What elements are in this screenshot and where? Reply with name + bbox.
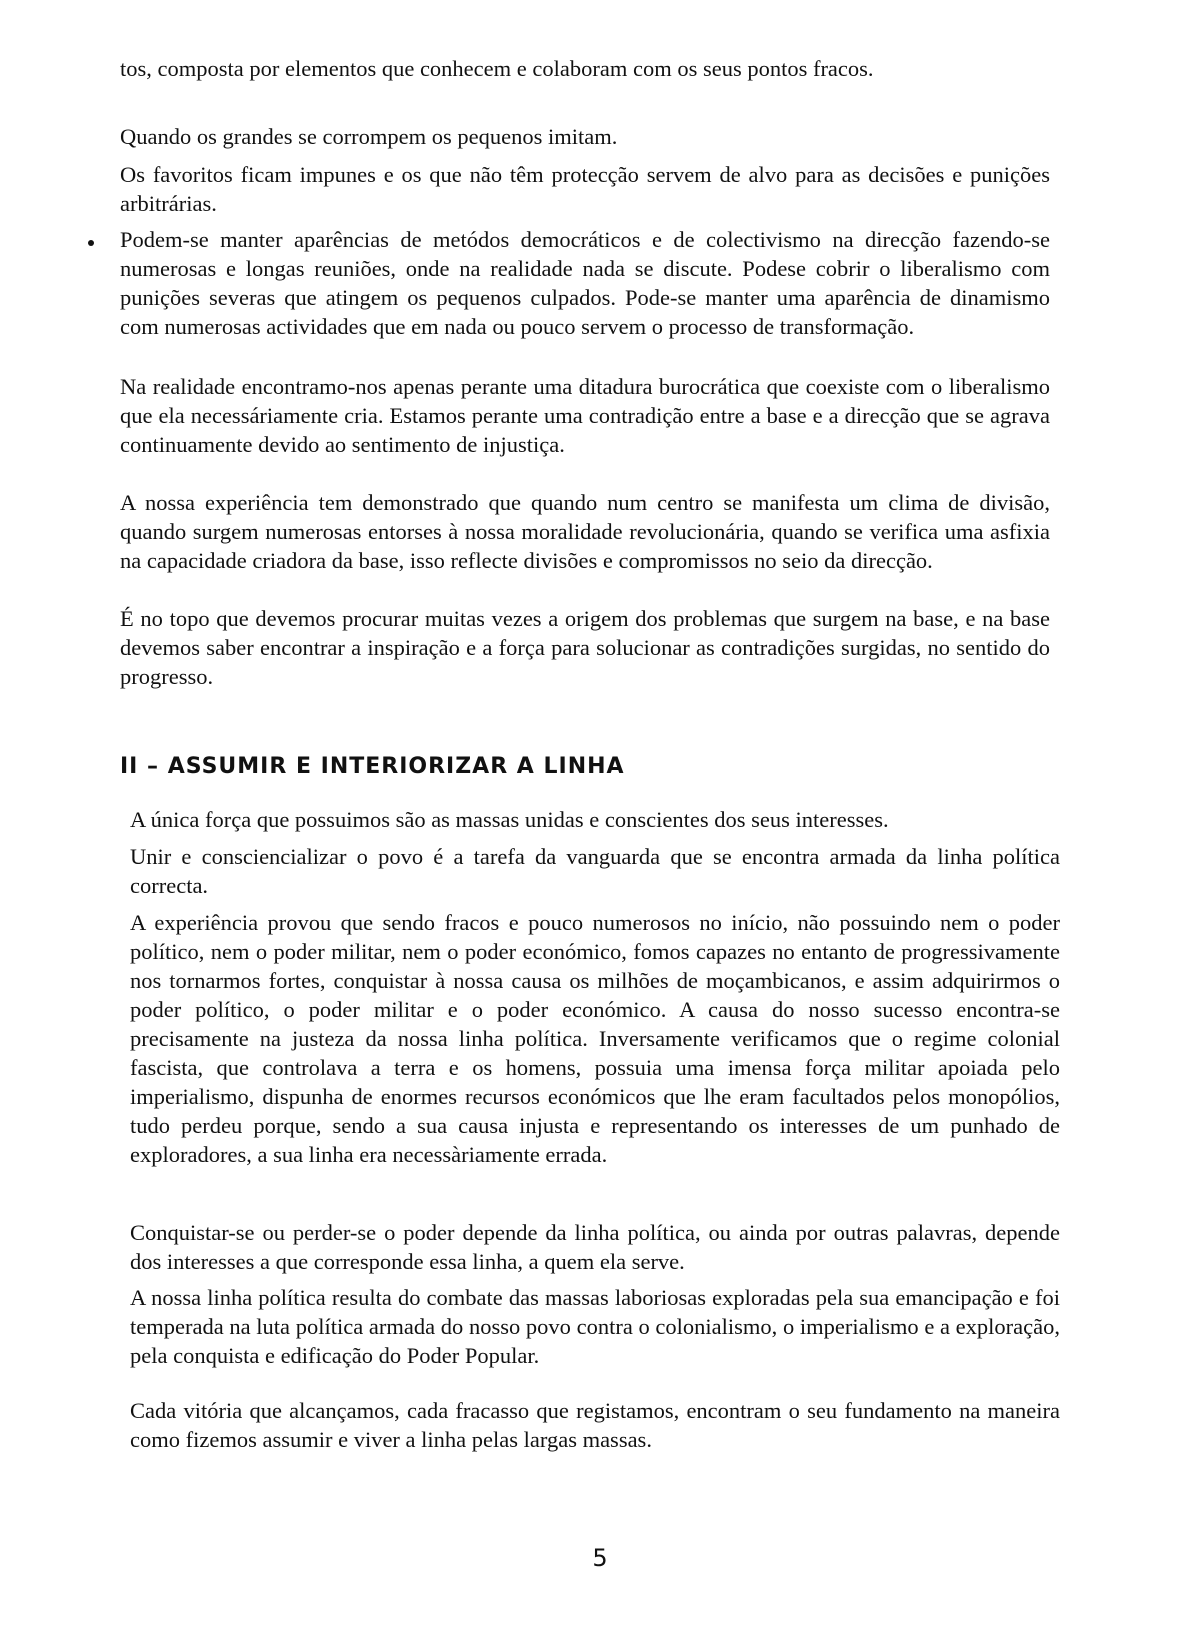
paragraph: tos, composta por elementos que conhecem e colaboram com os seus pontos fracos. (120, 56, 874, 81)
paragraph: A nossa experiência tem demonstrado que quando num centro se manifesta um clima de divisão, quando surgem numerosas entorses à nossa moralidade revolucionária, quando se verifica uma asfixia na capacidade criadora da base, isso reflecte divisões e compromissos no seio da direcção. (120, 490, 1050, 573)
paragraph: Cada vitória que alcançamos, cada fracasso que registamos, encontram o seu fundamento na maneira como fizemos assumir e viver a linha pelas largas massas. (130, 1398, 1060, 1452)
bullet-mark (88, 240, 94, 246)
paragraph: A nossa linha política resulta do combate das massas laboriosas exploradas pela sua emancipação e foi temperada na luta política armada do nosso povo contra o colonialismo, o imperialismo e a exploração, pela conquista e edificação do Poder Popular. (130, 1285, 1060, 1368)
paragraph: A experiência provou que sendo fracos e pouco numerosos no início, não possuindo nem o poder político, nem o poder militar, nem o poder económico, fomos capazes no entanto de progressivamente nos tornarmos fortes, conquistar à nossa causa os milhões de moçambicanos, e assim adquirirmos o poder político, o poder militar e o poder económico. A causa do nosso sucesso encontra-se precisamente na justeza da nossa linha política. Inversamente verificamos que o regime colonial fascista, que controlava a terra e os homens, possuia uma imensa força militar apoiada pelo imperialismo, dispunha de enormes recursos económicos que lhe eram facultados pelos monopólios, tudo perdeu porque, sendo a sua causa injusta e representando os interesses de um punhado de exploradores, a sua linha era necessàriamente errada. (130, 910, 1060, 1167)
paragraph: Os favoritos ficam impunes e os que não têm protecção servem de alvo para as decisões e punições arbitrárias. (120, 162, 1050, 216)
paragraph: A única força que possuimos são as massas unidas e conscientes dos seus interesses. (130, 807, 889, 832)
paragraph: Quando os grandes se corrompem os pequenos imitam. (120, 124, 618, 149)
page-number: 5 (592, 1544, 608, 1572)
paragraph: Unir e consciencializar o povo é a tarefa da vanguarda que se encontra armada da linha política correcta. (130, 844, 1060, 898)
paragraph: Conquistar-se ou perder-se o poder depende da linha política, ou ainda por outras palavras, depende dos interesses a que corresponde essa linha, a quem ela serve. (130, 1220, 1060, 1274)
section-heading: II – ASSUMIR E INTERIORIZAR A LINHA (120, 754, 625, 779)
paragraph: Podem-se manter aparências de metódos democráticos e de colectivismo na direcção fazendo-se numerosas e longas reuniões, onde na realidade nada se discute. Podese cobrir o liberalismo com punições severas que atingem os pequenos culpados. Pode-se manter uma aparência de dinamismo com numerosas actividades que em nada ou pouco servem o processo de transformação. (120, 227, 1050, 339)
paragraph: É no topo que devemos procurar muitas vezes a origem dos problemas que surgem na base, e na base devemos saber encontrar a inspiração e a força para solucionar as contradições surgidas, no sentido do progresso. (120, 606, 1050, 689)
paragraph: Na realidade encontramo-nos apenas perante uma ditadura burocrática que coexiste com o liberalismo que ela necessáriamente cria. Estamos perante uma contradição entre a base e a direcção que se agrava continuamente devido ao sentimento de injustiça. (120, 374, 1050, 457)
